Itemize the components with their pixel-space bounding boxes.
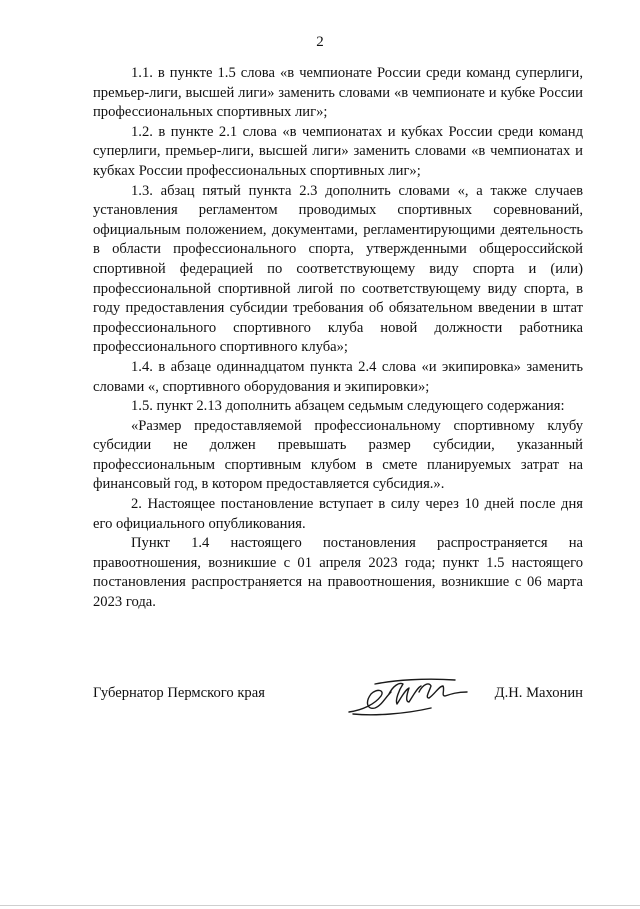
paragraph-quote: «Размер предоставляемой профессиональному спортивному клубу субсидии не должен превышать размер субсидии, указанный профессиональным спортивным клубом в смете планируемых затрат на финансовый год, в котором предоставляется субсидия.». xyxy=(93,417,583,493)
paragraph-1-5: 1.5. пункт 2.13 дополнить абзацем седьмым следующего содержания: xyxy=(131,398,565,415)
signature-block xyxy=(93,680,583,730)
document-body xyxy=(93,64,583,613)
handwritten-signature xyxy=(345,674,470,718)
paragraph-effective-dates: Пункт 1.4 настоящего постановления распространяется на правоотношения, возникшие с 01 апреля 2023 года; пункт 1.5 настоящего постановления распространяется на правоотношения, возникшие с 06 марта 2023 года. xyxy=(93,535,583,611)
signatory-name: Д.Н. Махонин xyxy=(494,685,583,701)
paragraph-1-4: 1.4. в абзаце одиннадцатом пункта 2.4 слова «и экипировка» заменить словами «, спортивного оборудования и экипировки»; xyxy=(93,358,583,395)
paragraph-1-1: 1.1. в пункте 1.5 слова «в чемпионате России среди команд суперлиги, премьер-лиги, высшей лиги» заменить словами «в чемпионате и кубке России профессиональных спортивных лиг»; xyxy=(93,65,583,121)
paragraph-1-3: 1.3. абзац пятый пункта 2.3 дополнить словами «, а также случаев установления регламентом проводимых спортивных соревнований, официальным положением, документами, регламентирующими деятельность в области профессионального спорта, утвержденными общероссийской спортивной федерацией по соответствующему виду спорта и (или) профессиональной спортивной лигой по соответствующему виду спорта, в году предоставления субсидии требования об обязательном введении в штат профессионального спортивного клуба новой должности работника профессионального спортивного клуба»; xyxy=(93,182,583,356)
scan-edge-line xyxy=(0,905,640,906)
paragraph-2: 2. Настоящее постановление вступает в силу через 10 дней после дня его официального опубликования. xyxy=(93,496,583,532)
page-number: 2 xyxy=(316,34,324,50)
signatory-title: Губернатор Пермского края xyxy=(93,685,265,701)
paragraph-1-2: 1.2. в пункте 2.1 слова «в чемпионатах и кубках России среди команд суперлиги, премьер-лиги, высшей лиги» заменить словами «в чемпионатах и кубках России профессиональных спортивных лиг»; xyxy=(93,123,583,179)
